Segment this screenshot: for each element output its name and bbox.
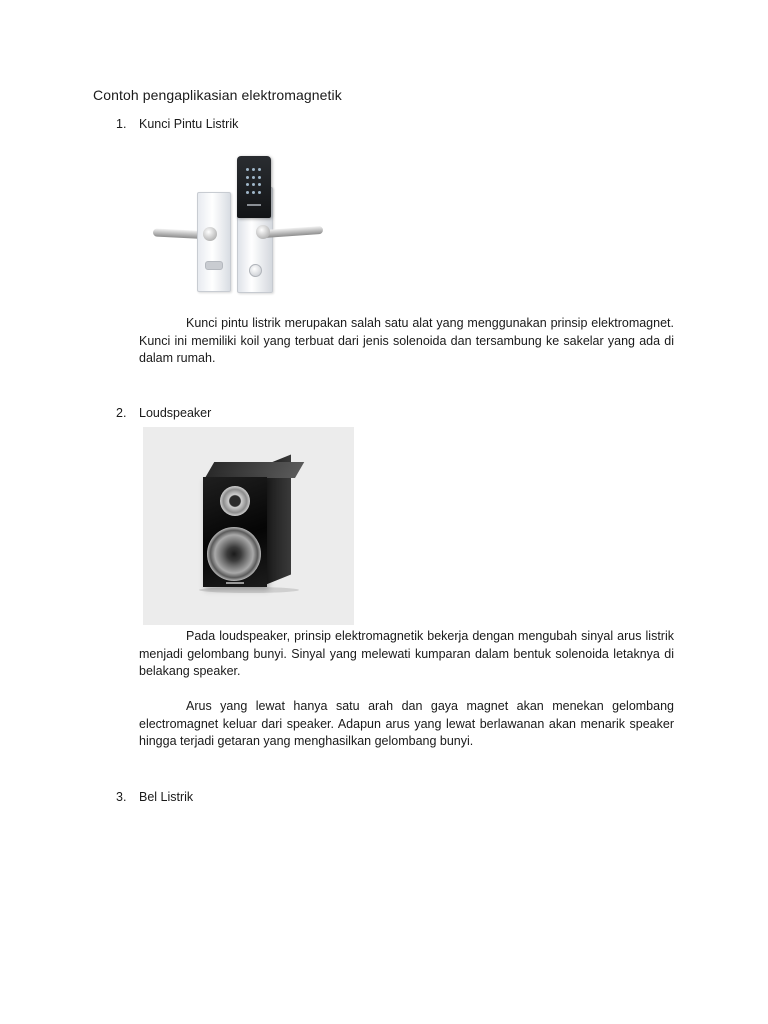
keypad-buttons — [246, 168, 262, 196]
lock-handle-left-knob — [203, 227, 217, 241]
lock-handle-right-knob — [256, 225, 270, 239]
speaker-brand-badge — [226, 582, 244, 584]
list-number-1: 1. — [116, 117, 127, 131]
speaker-tweeter — [220, 486, 250, 516]
loudspeaker-paragraph-1: Pada loudspeaker, prinsip elektromagnetik bekerja dengan mengubah sinyal arus listrik menjadi gelombang bunyi. Sinyal yang melewati kumparan dalam bentuk solenoida letaknya di belakang speaker. — [139, 629, 674, 678]
lock-plate-left — [197, 192, 231, 292]
item-heading-loudspeaker: Loudspeaker — [139, 406, 212, 420]
lock-thumb-button — [249, 264, 262, 277]
door-lock-image — [145, 142, 335, 302]
document-title: Contoh pengaplikasian elektromagnetik — [93, 87, 342, 103]
lock-keyhole — [205, 261, 223, 270]
item-heading-door-lock: Kunci Pintu Listrik — [139, 117, 239, 131]
speaker-cabinet-top — [205, 462, 304, 478]
speaker-shadow — [199, 587, 299, 593]
keypad-brand-mark — [247, 204, 261, 206]
list-number-2: 2. — [116, 406, 127, 420]
speaker-woofer — [207, 527, 261, 581]
lock-keypad — [237, 156, 271, 218]
item-heading-electric-bell: Bel Listrik — [139, 790, 194, 804]
loudspeaker-paragraph-2: Arus yang lewat hanya satu arah dan gaya magnet akan menekan gelombang electromagnet keluar dari speaker. Adapun arus yang lewat berlawanan akan menarik speaker hingga terjadi getaran yang menghasilkan gelombang bunyi. — [139, 699, 674, 748]
list-number-3: 3. — [116, 790, 127, 804]
door-lock-paragraph: Kunci pintu listrik merupakan salah satu alat yang menggunakan prinsip elektromagnet. Kunci ini memiliki koil yang terbuat dari jenis solenoida dan tersambung ke sakelar yang ada di dalam rumah. — [139, 316, 674, 365]
loudspeaker-image — [143, 427, 354, 625]
